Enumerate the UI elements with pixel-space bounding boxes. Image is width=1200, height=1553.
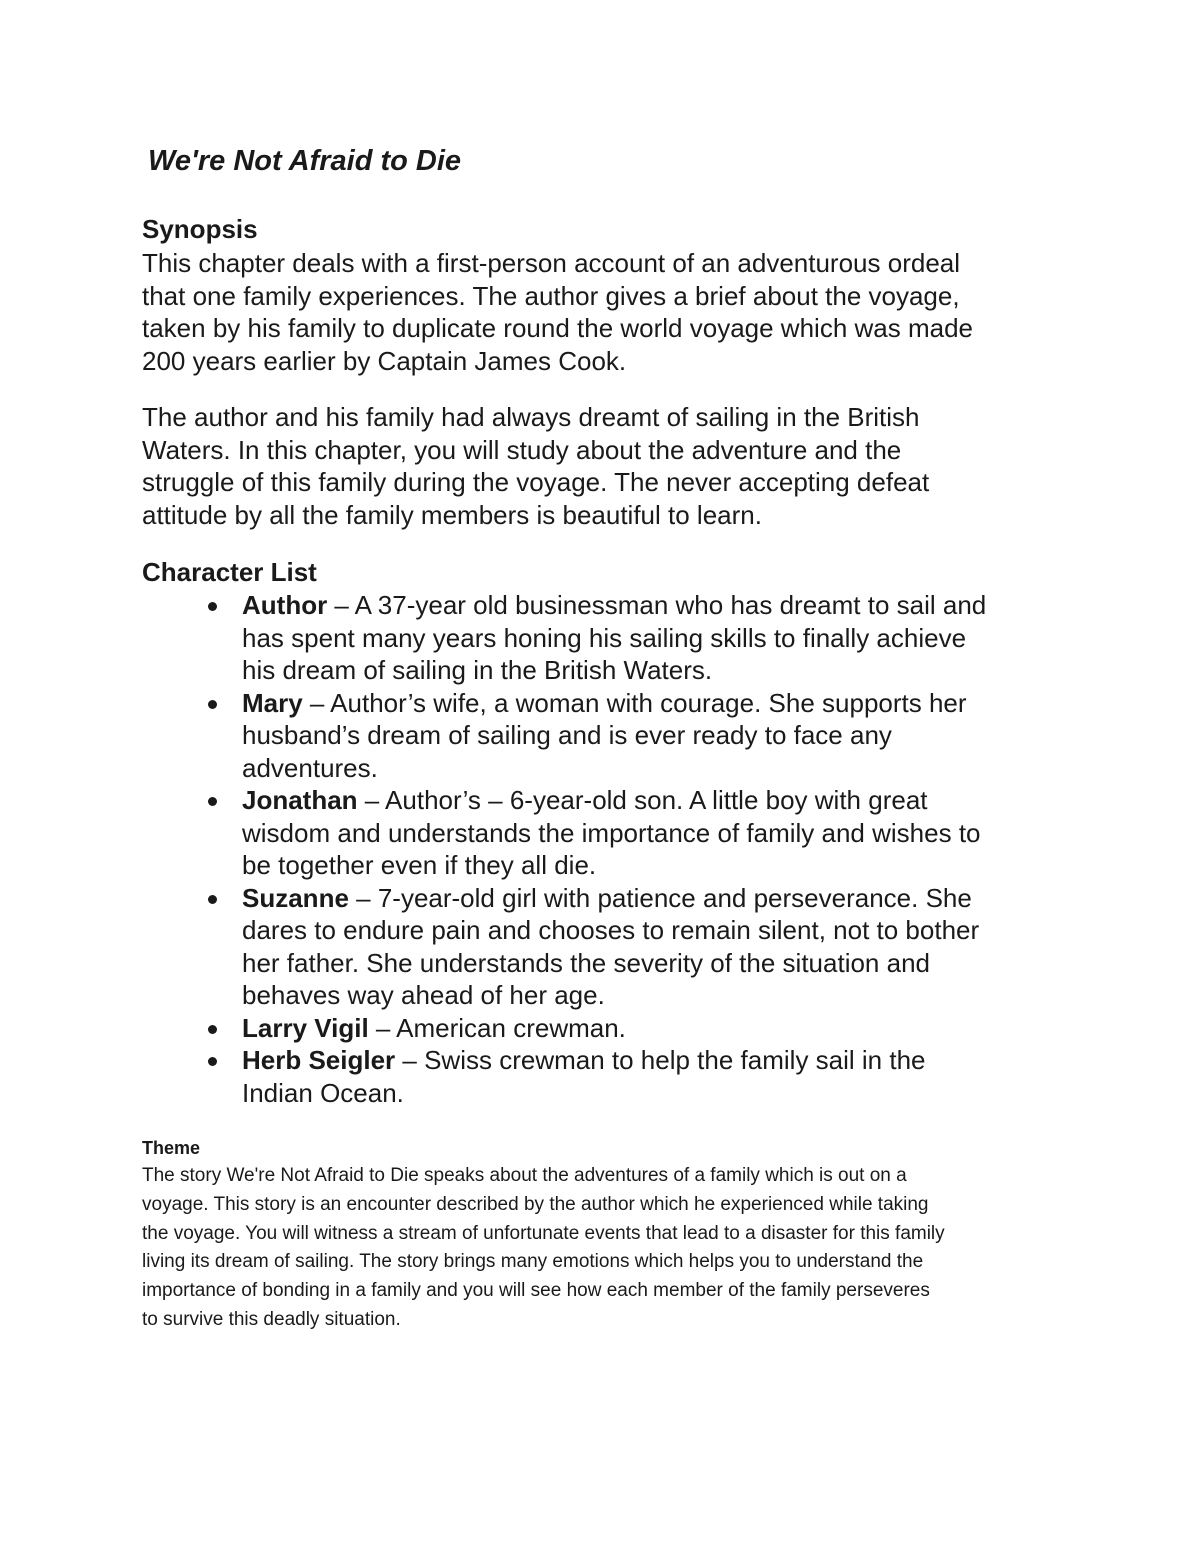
theme-paragraph: [142, 1162, 945, 1335]
bullet-icon: [208, 700, 217, 709]
bullet-icon: [208, 797, 217, 806]
character-item-suzanne: [0, 882, 986, 1012]
synopsis-paragraph-2: [142, 401, 929, 531]
text-line: the voyage. You will witness a stream of unfortunate events that lead to a disaster for this family: [142, 1222, 945, 1244]
synopsis-paragraph-1: [142, 247, 973, 377]
character-description: – American crewman.: [368, 1012, 626, 1043]
character-description: – A 37-year old businessman who has dreamt to sail and: [327, 590, 987, 620]
theme-heading: Theme: [142, 1138, 201, 1158]
text-line: her father. She understands the severity of the situation and: [242, 947, 930, 978]
text-line: husband’s dream of sailing and is ever ready to face any: [242, 720, 892, 750]
text-line: that one family experiences. The author gives a brief about the voyage,: [142, 280, 960, 311]
character-name: Mary: [242, 687, 303, 718]
text-line: dares to endure pain and chooses to remain silent, not to bother: [242, 915, 980, 945]
text-line: has spent many years honing his sailing skills to finally achieve: [242, 622, 967, 653]
bullet-icon: [208, 895, 217, 904]
text-line: voyage. This story is an encounter described by the author which he experienced while taking: [142, 1193, 929, 1215]
text-line: wisdom and understands the importance of family and wishes to: [242, 817, 981, 848]
text-line: his dream of sailing in the British Waters.: [242, 655, 713, 685]
text-line: taken by his family to duplicate round the world voyage which was made: [142, 313, 973, 343]
text-line: struggle of this family during the voyage. The never accepting defeat: [142, 467, 930, 497]
text-line: be together even if they all die.: [242, 850, 597, 880]
character-item-jonathan: [0, 784, 986, 882]
character-name: Jonathan: [242, 785, 358, 815]
character-item-author: [0, 589, 986, 687]
character-name: Suzanne: [242, 882, 349, 913]
character-description: – 7-year-old girl with patience and perseverance. She: [348, 882, 972, 913]
character-description: – Author’s – 6-year-old son. A little boy with great: [357, 785, 928, 815]
bullet-icon: [208, 1057, 217, 1066]
text-line: importance of bonding in a family and you will see how each member of the family perseveres: [142, 1280, 930, 1302]
character-list-heading: Character List: [142, 557, 317, 587]
document-title: We're Not Afraid to Die: [148, 145, 462, 177]
character-description: – Author’s wife, a woman with courage. She supports her: [302, 687, 967, 718]
bullet-icon: [208, 602, 217, 611]
text-line: attitude by all the family members is beautiful to learn.: [142, 499, 762, 530]
text-line: The story We're Not Afraid to Die speaks about the adventures of a family which is out on a: [142, 1165, 907, 1186]
synopsis-heading: Synopsis: [142, 214, 258, 244]
text-line: living its dream of sailing. The story brings many emotions which helps you to understand the: [142, 1251, 924, 1273]
character-item-larry-vigil: [0, 1012, 986, 1045]
text-line: adventures.: [242, 752, 378, 783]
character-name: Author: [242, 590, 328, 620]
character-name: Larry Vigil: [242, 1012, 369, 1043]
character-name: Herb Seigler: [242, 1045, 396, 1075]
text-line: The author and his family had always dreamt of sailing in the British: [142, 402, 920, 432]
text-line: to survive this deadly situation.: [142, 1308, 401, 1330]
text-line: This chapter deals with a first-person account of an adventurous ordeal: [142, 248, 961, 278]
character-item-herb-seigler: [0, 1044, 986, 1109]
bullet-icon: [208, 1025, 217, 1034]
text-line: Waters. In this chapter, you will study about the adventure and the: [142, 434, 902, 465]
character-list: [0, 589, 986, 1109]
character-item-mary: [0, 687, 986, 785]
text-line: Indian Ocean.: [242, 1077, 404, 1108]
text-line: behaves way ahead of her age.: [242, 980, 605, 1010]
text-line: 200 years earlier by Captain James Cook.: [142, 345, 627, 376]
character-description: – Swiss crewman to help the family sail in the: [395, 1045, 926, 1075]
